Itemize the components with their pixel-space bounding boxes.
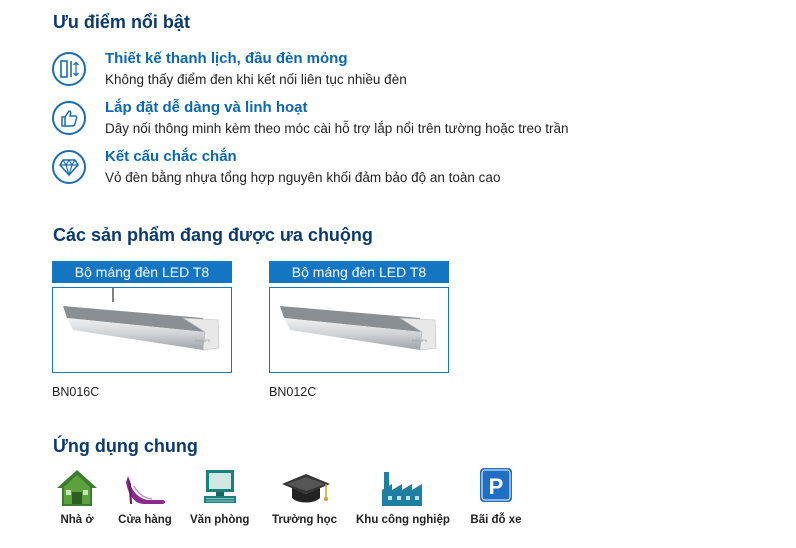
thumbs-up-icon — [52, 101, 86, 135]
slim-design-icon — [52, 52, 86, 86]
house-icon — [54, 468, 100, 508]
feature-description: Dây nối thông minh kèm theo móc cài hỗ trợ lắp nổi trên tường hoặc treo trần — [105, 121, 569, 136]
application-shop — [118, 468, 172, 526]
application-home — [53, 468, 101, 526]
feature-item-easy-install — [52, 99, 752, 139]
product-code[interactable]: BN016C — [52, 385, 100, 399]
parking-icon — [473, 468, 519, 508]
application-label: Văn phòng — [190, 514, 250, 526]
product-image[interactable] — [52, 287, 232, 373]
feature-title: Lắp đặt dễ dàng và linh hoạt — [105, 99, 308, 116]
brand-mark: PHILIPS — [412, 338, 428, 343]
diamond-icon — [52, 150, 86, 184]
graduation-cap-icon — [280, 468, 326, 508]
product-code[interactable]: BN012C — [269, 385, 317, 399]
feature-title: Thiết kế thanh lịch, đầu đèn mỏng — [105, 50, 348, 67]
high-heel-icon — [122, 468, 168, 508]
brand-mark: PHILIPS — [195, 338, 211, 343]
factory-icon — [378, 468, 424, 508]
application-parking — [468, 468, 524, 526]
product-card-bn016c[interactable] — [52, 261, 232, 399]
product-card-header[interactable]: Bộ máng đèn LED T8 — [269, 261, 449, 283]
feature-item-slim-design — [52, 50, 752, 90]
product-image[interactable] — [269, 287, 449, 373]
application-label: Bãi đỗ xe — [470, 514, 522, 526]
application-office — [190, 468, 248, 526]
feature-description: Không thấy điểm đen khi kết nối liên tục nhiều đèn — [105, 72, 407, 87]
feature-item-sturdy — [52, 148, 752, 188]
applications-heading: Ứng dụng chung — [53, 436, 198, 456]
application-label: Nhà ở — [60, 514, 94, 526]
application-label: Trường học — [272, 514, 338, 526]
application-label: Cửa hàng — [118, 514, 172, 526]
features-heading: Ưu điểm nổi bật — [53, 12, 190, 32]
products-heading: Các sản phẩm đang được ưa chuộng — [53, 225, 373, 245]
feature-title: Kết cấu chắc chắn — [105, 148, 237, 165]
application-school — [272, 468, 338, 526]
application-label: Khu công nghiệp — [356, 514, 450, 526]
product-card-bn012c[interactable] — [269, 261, 449, 399]
computer-icon — [196, 468, 242, 508]
application-industrial — [356, 468, 450, 526]
feature-description: Vỏ đèn bằng nhựa tổng hợp nguyên khối đảm bảo độ an toàn cao — [105, 170, 501, 185]
svg-text:P: P — [488, 474, 504, 499]
product-card-header[interactable]: Bộ máng đèn LED T8 — [52, 261, 232, 283]
